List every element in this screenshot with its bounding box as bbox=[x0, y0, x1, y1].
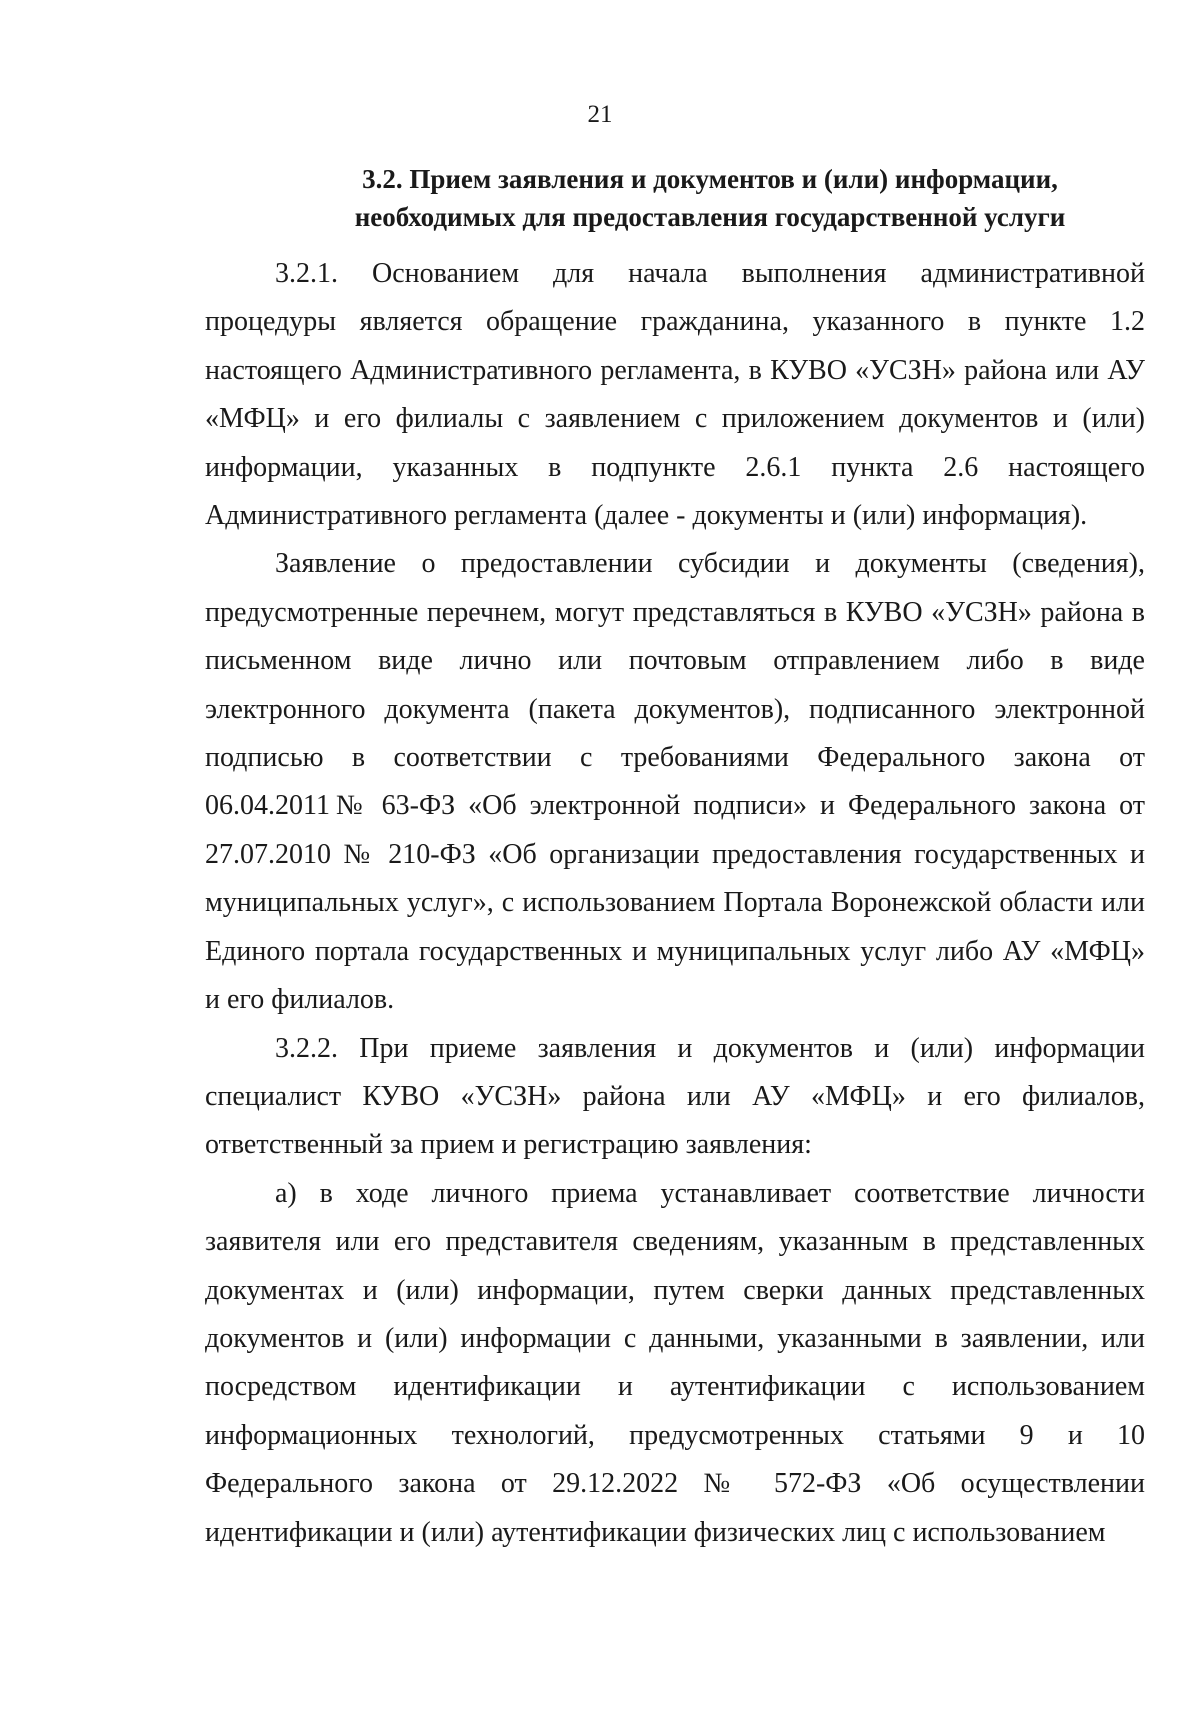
document-body bbox=[205, 250, 1145, 1557]
paragraph-application-submission: Заявление о предоставлении субсидии и документы (сведения), предусмотренные перечнем, могут представляться в КУВО «УСЗН» района в письменном виде лично или почтовым отправлением либо в виде электронного документа (пакета документов), подписанного электронной подписью в соответствии с требованиями Федерального закона от 06.04.2011№ 63-ФЗ «Об электронной подписи» и Федерального закона от 27.07.2010 № 210-ФЗ «Об организации предоставления государственных и муниципальных услуг», с использованием Портала Воронежской области или Единого портала государственных и муниципальных услуг либо АУ «МФЦ» и его филиалов. bbox=[205, 548, 1145, 1016]
page-number: 21 bbox=[587, 101, 613, 128]
paragraph-3-2-1: 3.2.1. Основанием для начала выполнения административной процедуры является обращение гражданина, указанного в пункте 1.2 настоящего Административного регламента, в КУВО «УСЗН» района или АУ «МФЦ» и его филиалы с заявлением с приложением документов и (или) информации, указанных в подпункте 2.6.1 пункта 2.6 настоящего Административного регламента (далее - документы и (или) информация). bbox=[205, 258, 1145, 532]
section-heading-line-2: необходимых для предоставления государственной услуги bbox=[354, 202, 1066, 232]
paragraph-3-2-2: 3.2.2. При приеме заявления и документов и (или) информации специалист КУВО «УСЗН» района или АУ «МФЦ» и его филиалов, ответственный за прием и регистрацию заявления: bbox=[205, 1032, 1145, 1161]
section-heading bbox=[260, 160, 1160, 236]
section-heading-line-1: 3.2. Прием заявления и документов и (или) информации, bbox=[362, 164, 1058, 194]
paragraph-item-a: а) в ходе личного приема устанавливает соответствие личности заявителя или его представителя сведениям, указанным в представленных документах и (или) информации, путем сверки данных представленных документов и (или) информации с данными, указанными в заявлении, или посредством идентификации и аутентификации с использованием информационных технологий, предусмотренных статьями 9 и 10 Федерального закона от 29.12.2022 № 572-ФЗ «Об осуществлении идентификации и (или) аутентификации физических лиц с использованием bbox=[205, 1177, 1145, 1548]
